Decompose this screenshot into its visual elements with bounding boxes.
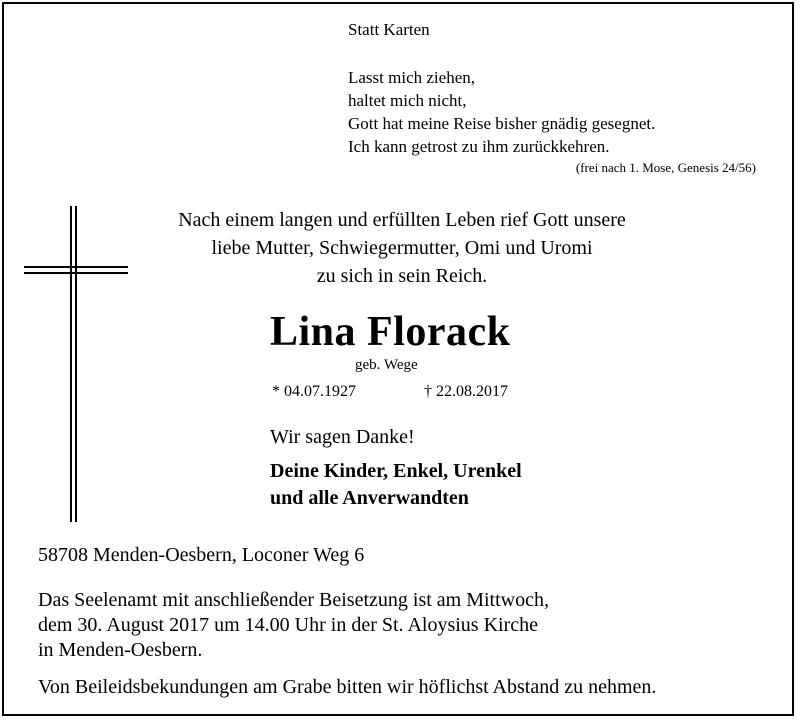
death-date: † 22.08.2017 <box>424 383 508 400</box>
birth-date: * 04.07.1927 <box>272 383 356 400</box>
service-info <box>38 588 549 663</box>
service-line: dem 30. August 2017 um 14.00 Uhr in der St. Aloysius Kirche <box>38 614 538 636</box>
service-line: Das Seelenamt mit anschließender Beisetzung ist am Mittwoch, <box>38 589 549 611</box>
family-signature <box>270 458 522 512</box>
service-line: in Menden-Oesbern. <box>38 639 203 661</box>
thanks-text: Wir sagen Danke! <box>270 426 415 448</box>
poem-line: Lasst mich ziehen, <box>348 68 475 87</box>
family-line: Deine Kinder, Enkel, Urenkel <box>270 460 522 482</box>
intro-text <box>122 206 682 290</box>
intro-line: Nach einem langen und erfüllten Leben rief Gott unsere <box>178 209 626 231</box>
poem-line: haltet mich nicht, <box>348 91 467 110</box>
poem <box>348 66 655 158</box>
address: 58708 Menden-Oesbern, Loconer Weg 6 <box>38 544 365 566</box>
header-statt-karten: Statt Karten <box>348 20 430 39</box>
poem-line: Gott hat meine Reise bisher gnädig gesegnet. <box>348 114 656 133</box>
maiden-name: geb. Wege <box>355 357 418 373</box>
intro-line: zu sich in sein Reich. <box>316 265 488 287</box>
double-line-cross-icon <box>24 206 128 522</box>
closing-request: Von Beileidsbekundungen am Grabe bitten wir höflichst Abstand zu nehmen. <box>38 676 657 698</box>
family-line: und alle Anverwandten <box>270 487 469 509</box>
deceased-name: Lina Florack <box>270 309 511 355</box>
poem-source: (frei nach 1. Mose, Genesis 24/56) <box>575 160 756 175</box>
intro-line: liebe Mutter, Schwiegermutter, Omi und Uromi <box>211 237 593 259</box>
poem-line: Ich kann getrost zu ihm zurückkehren. <box>348 137 610 156</box>
